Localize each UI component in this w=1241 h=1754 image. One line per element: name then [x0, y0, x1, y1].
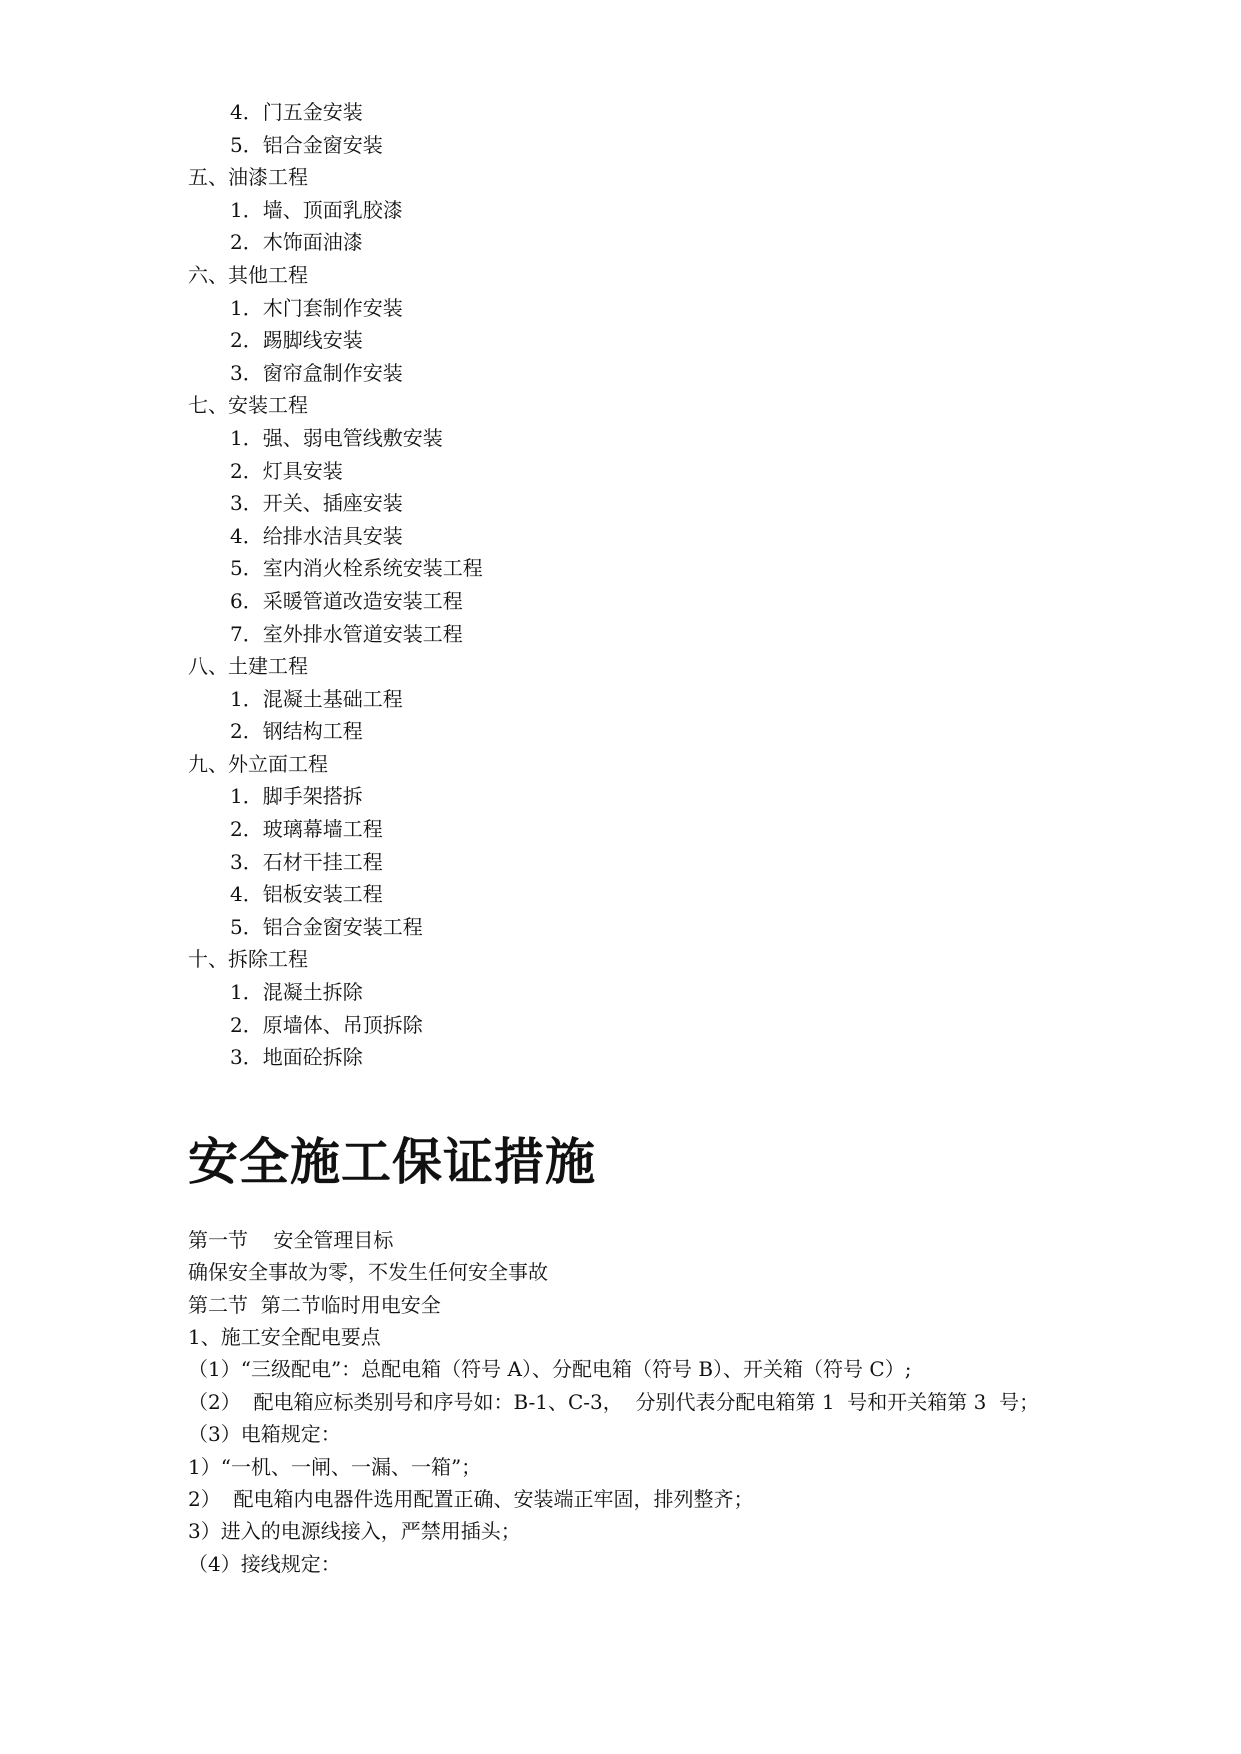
- outline-item: 5．室内消火栓系统安装工程: [230, 556, 483, 581]
- outline-item: 6．采暖管道改造安装工程: [230, 588, 463, 613]
- outline-item: 4．铝板安装工程: [230, 882, 383, 907]
- document-page: [188, 96, 1128, 1580]
- outline-heading: 七、安装工程: [188, 393, 308, 418]
- section-line: （1）“三级配电”：总配电箱（符号 A）、分配电箱（符号 B）、开关箱（符号 C）;: [188, 1357, 912, 1382]
- outline-item: 3．开关、插座安装: [230, 491, 403, 516]
- outline-item: 2．踢脚线安装: [230, 328, 363, 353]
- section-line: 3）进入的电源线接入，严禁用插头；: [188, 1519, 521, 1544]
- section-title: 安全施工保证措施: [188, 1132, 596, 1191]
- outline-item: 2．原墙体、吊顶拆除: [230, 1012, 423, 1037]
- section-line: 确保安全事故为零，不发生任何安全事故: [188, 1260, 548, 1285]
- section-line: 1）“一机、一闸、一漏、一箱”；: [188, 1454, 482, 1479]
- outline-item: 3．地面砼拆除: [230, 1045, 363, 1070]
- section-line: （2） 配电箱应标类别号和序号如：B-1、C-3， 分别代表分配电箱第 1 号和开关箱第 3 号；: [188, 1389, 1040, 1414]
- outline-heading: 九、外立面工程: [188, 751, 328, 776]
- outline-heading: 五、油漆工程: [188, 165, 308, 190]
- outline-item: 1．混凝土拆除: [230, 980, 363, 1005]
- outline-item: 7．室外排水管道安装工程: [230, 621, 463, 646]
- outline-item: 4．门五金安装: [230, 100, 363, 124]
- outline-heading: 十、拆除工程: [188, 947, 308, 972]
- outline-item: 5．铝合金窗安装: [230, 132, 383, 157]
- outline-heading: 八、土建工程: [188, 654, 308, 679]
- outline-item: 2．木饰面油漆: [230, 230, 363, 255]
- spacer: [188, 1074, 1128, 1130]
- outline-item: 1．脚手架搭拆: [230, 784, 363, 809]
- section-line: 1、施工安全配电要点: [188, 1324, 381, 1349]
- outline-item: 2．玻璃幕墙工程: [230, 817, 383, 842]
- outline-item: 1．混凝土基础工程: [230, 686, 403, 711]
- outline-item: 5．铝合金窗安装工程: [230, 914, 423, 939]
- section-line: 第一节 安全管理目标: [188, 1227, 394, 1252]
- outline-item: 2．灯具安装: [230, 458, 343, 483]
- section-line: 第二节 第二节临时用电安全: [188, 1292, 441, 1317]
- section-line: 2） 配电箱内电器件选用配置正确、安装端正牢固，排列整齐；: [188, 1486, 754, 1511]
- project-outline-list: [188, 96, 1128, 1074]
- outline-item: 3．窗帘盒制作安装: [230, 360, 403, 385]
- outline-item: 1．墙、顶面乳胶漆: [230, 197, 403, 222]
- outline-item: 1．木门套制作安装: [230, 295, 403, 320]
- section-line: （4）接线规定：: [188, 1551, 341, 1576]
- outline-item: 3．石材干挂工程: [230, 849, 383, 874]
- outline-item: 1．强、弱电管线敷安装: [230, 425, 443, 450]
- section-line: （3）电箱规定：: [188, 1422, 341, 1447]
- outline-heading: 六、其他工程: [188, 262, 308, 287]
- outline-item: 2．钢结构工程: [230, 719, 363, 744]
- safety-section-body: [188, 1224, 1128, 1580]
- outline-item: 4．给排水洁具安装: [230, 523, 403, 548]
